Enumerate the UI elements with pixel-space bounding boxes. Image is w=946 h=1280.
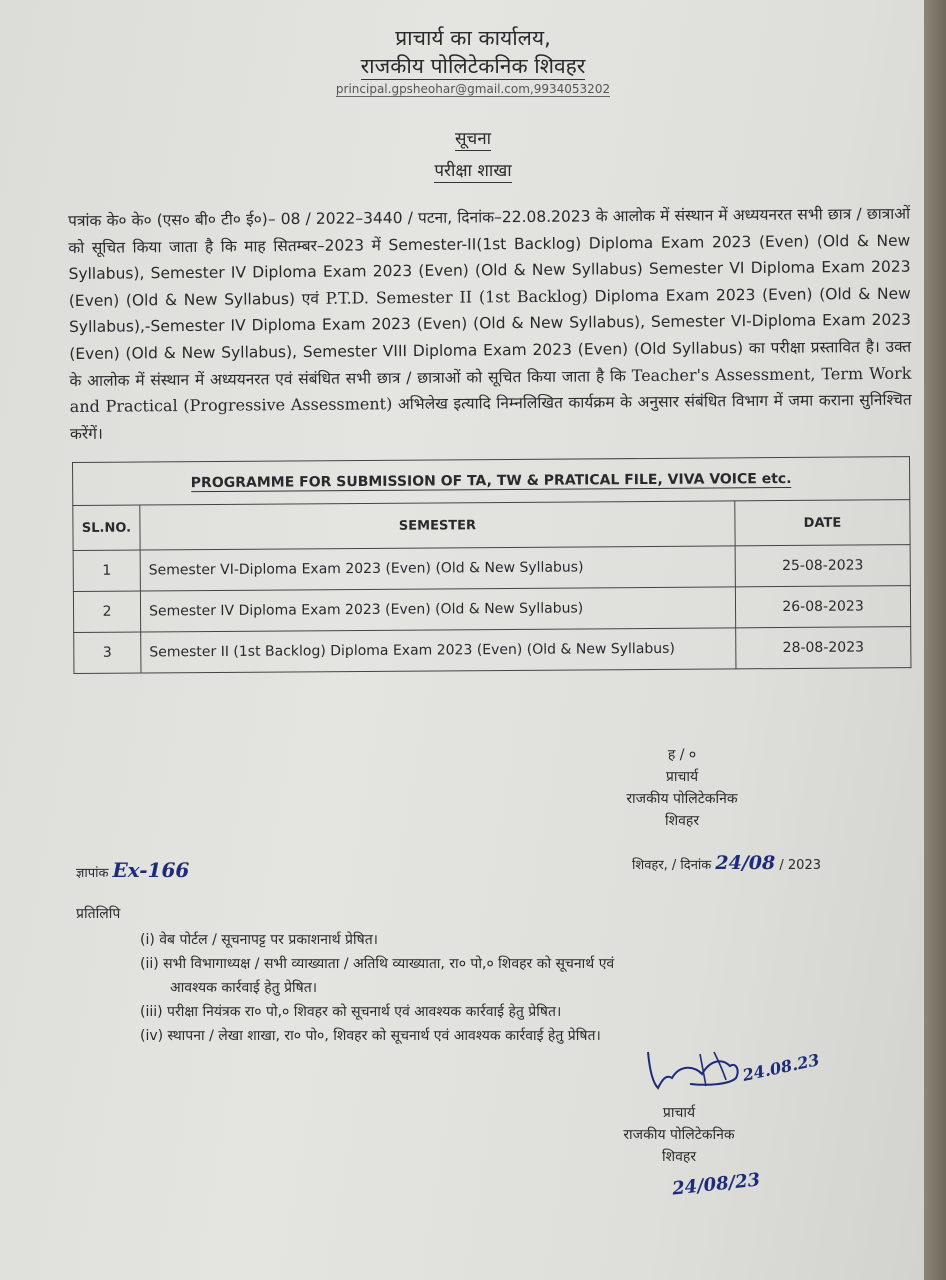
principal-signature-block-2: प्राचार्य राजकीय पोलिटेकनिक शिवहर — [623, 1105, 735, 1165]
table-row: 1 Semester VI-Diploma Exam 2023 (Even) (Old & New Syllabus) 25-08-2023 — [73, 545, 910, 592]
list-item: आवश्यक कार्रवाई हेतु प्रेषित। — [170, 980, 318, 996]
memo-number: ज्ञापांक Ex-166 — [76, 858, 190, 882]
list-item: (iv) स्थापना / लेखा शाखा, रा० पो०, शिवहर को सूचनार्थ एवं आवश्यक कार्रवाई हेतु प्रेषित। — [140, 1028, 601, 1044]
background-edge — [924, 0, 946, 1280]
table-title: PROGRAMME FOR SUBMISSION OF TA, TW & PRATICAL FILE, VIVA VOICE etc. — [73, 457, 910, 506]
table-row: 3 Semester II (1st Backlog) Diploma Exam 2023 (Even) (Old & New Syllabus) 28-08-2023 — [74, 627, 911, 674]
contact-line: principal.gpsheohar@gmail.com,9934053202 — [335, 82, 611, 96]
copy-list — [140, 928, 780, 1048]
memo-date: शिवहर, / दिनांक 24/08 / 2023 — [632, 852, 821, 874]
programme-table — [72, 456, 911, 674]
principal-signature-block: ह / ० प्राचार्य राजकीय पोलिटेकनिक शिवहर — [626, 747, 738, 829]
notice-body: पत्रांक के० के० (एस० बी० टी० ई०)– 08 / 2022–3440 / पटना, दिनांक–22.08.2023 के आलोक में संस्थान में अध्ययनरत सभी छात्र / छात्राओं को सूचित किया जाता है कि माह सितम्बर–2023 में Semester-II(1st Backlog) Diploma Exam 2023 (Even) (Old & New Syllabus), Semester IV Diploma Exam 2023 (Even) (Old & New Syllabus) Semester VI Diploma Exam 2023 (Even) (Old & New Syllabus) एवं P.T.D. Semester II (1st Backlog) Diploma Exam 2023 (Even) (Old & New Syllabus),-Semester IV Diploma Exam 2023 (Even) (Old & New Syllabus), Semester VI-Diploma Exam 2023 (Even) (Old & New Syllabus), Semester VIII Diploma Exam 2023 (Even) (Old Syllabus) का परीक्षा प्रस्तावित है। उक्त के आलोक में संस्थान में अध्ययनरत एवं संबंधित सभी छात्र / छात्राओं को सूचित किया जाता है कि Teacher's Assessment, Term Work and Practical (Progressive Assessment) अभिलेख इत्यादि निम्नलिखित कार्यक्रम के अनुसार संबंधित विभाग में जमा कराना सुनिश्चित करेंगें। — [68, 204, 912, 443]
table-row: 2 Semester IV Diploma Exam 2023 (Even) (Old & New Syllabus) 26-08-2023 — [73, 586, 910, 633]
list-item: (iii) परीक्षा नियंत्रक रा० पो,० शिवहर को सूचनार्थ एवं आवश्यक कार्रवाई हेतु प्रेषित। — [140, 1004, 562, 1020]
col-header-date: DATE — [735, 500, 910, 546]
list-item: (i) वेब पोर्टल / सूचनापट्ट पर प्रकाशनार्थ प्रेषित। — [140, 932, 378, 948]
branch-title: परीक्षा शाखा — [434, 161, 512, 181]
office-heading: प्राचार्य का कार्यालय, — [395, 26, 551, 50]
col-header-slno: SL.NO. — [73, 505, 140, 550]
copy-label: प्रतिलिपि — [76, 906, 121, 922]
notice-title: सूचना — [454, 129, 492, 149]
dispatch-date: 24/08/23 — [671, 1169, 762, 1200]
institute-heading: राजकीय पोलिटेकनिक शिवहर — [360, 54, 586, 78]
signature-date: 24.08.23 — [740, 1050, 822, 1085]
col-header-semester: SEMESTER — [140, 501, 735, 550]
list-item: (ii) सभी विभागाध्यक्ष / सभी व्याख्याता / अतिथि व्याख्याता, रा० पो,० शिवहर को सूचनार्थ एवं — [140, 956, 615, 972]
